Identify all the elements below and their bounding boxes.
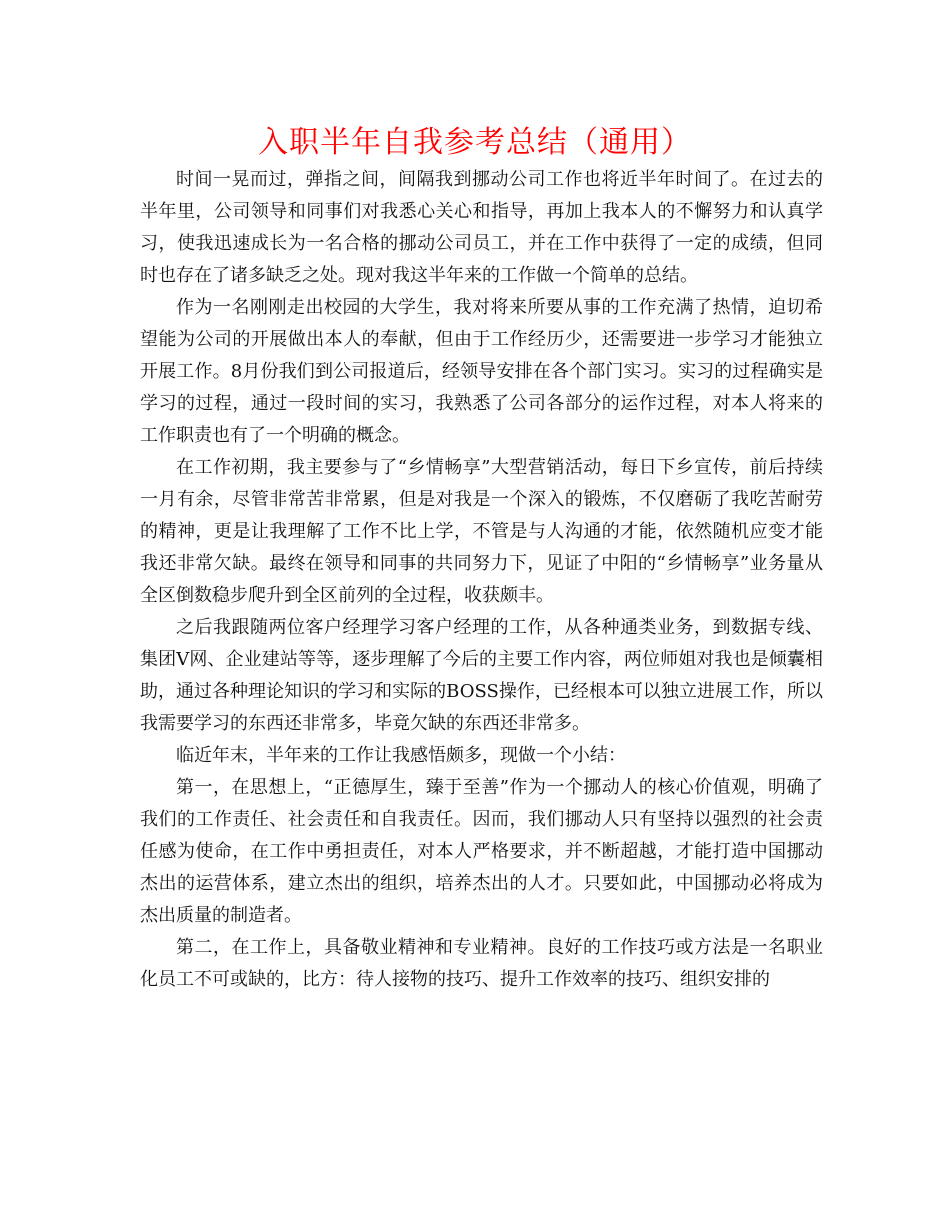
paragraph-account-manager: 之后我跟随两位客户经理学习客户经理的工作，从各种通类业务，到数据专线、集团V网、企业建站等等，逐步理解了今后的主要工作内容，两位师姐对我也是倾囊相助，通过各种理论知识的学习和实际的BOSS操作，已经根本可以独立进展工作，所以我需要学习的东西还非常多，毕竟欠缺的东西还非常多。 [140,617,823,734]
paragraph-point-two: 第二，在工作上，具备敬业精神和专业精神。良好的工作技巧或方法是一名职业化员工不可或缺的，比方：待人接物的技巧、提升工作效率的技巧、组织安排的 [140,937,823,990]
document-title: 入职半年自我参考总结（通用） [258,125,692,160]
document-body [140,164,823,996]
paragraph-internship: 作为一名刚刚走出校园的大学生，我对将来所要从事的工作充满了热情，迫切希望能为公司的开展做出本人的奉献，但由于工作经历少，还需要进一步学习才能独立开展工作。8月份我们到公司报道后，经领导安排在各个部门实习。实习的过程确实是学习的过程，通过一段时间的实习，我熟悉了公司各部分的运作过程，对本人将来的工作职责也有了一个明确的概念。 [140,297,823,446]
paragraph-summary-intro: 临近年末，半年来的工作让我感悟颇多，现做一个小结： [176,745,626,766]
paragraph-point-one: 第一，在思想上，“正德厚生，臻于至善”作为一个挪动人的核心价值观，明确了我们的工作责任、社会责任和自我责任。因而，我们挪动人只有坚持以强烈的社会责任感为使命，在工作中勇担责任，对本人严格要求，并不断超越，才能打造中国挪动杰出的运营体系，建立杰出的组织，培养杰出的人才。只要如此，中国挪动必将成为杰出质量的制造者。 [140,777,823,926]
paragraph-intro: 时间一晃而过，弹指之间，间隔我到挪动公司工作也将近半年时间了。在过去的半年里，公司领导和同事们对我悉心关心和指导，再加上我本人的不懈努力和认真学习，使我迅速成长为一名合格的挪动公司员工，并在工作中获得了一定的成绩，但同时也存在了诸多缺乏之处。现对我这半年来的工作做一个简单的总结。 [140,169,823,286]
paragraph-marketing-campaign: 在工作初期，我主要参与了“乡情畅享”大型营销活动，每日下乡宣传，前后持续一月有余，尽管非常苦非常累，但是对我是一个深入的锻炼，不仅磨砺了我吃苦耐劳的精神，更是让我理解了工作不比上学，不管是与人沟通的才能，依然随机应变才能我还非常欠缺。最终在领导和同事的共同努力下，见证了中阳的“乡情畅享”业务量从全区倒数稳步爬升到全区前列的全过程，收获颇丰。 [140,457,823,606]
